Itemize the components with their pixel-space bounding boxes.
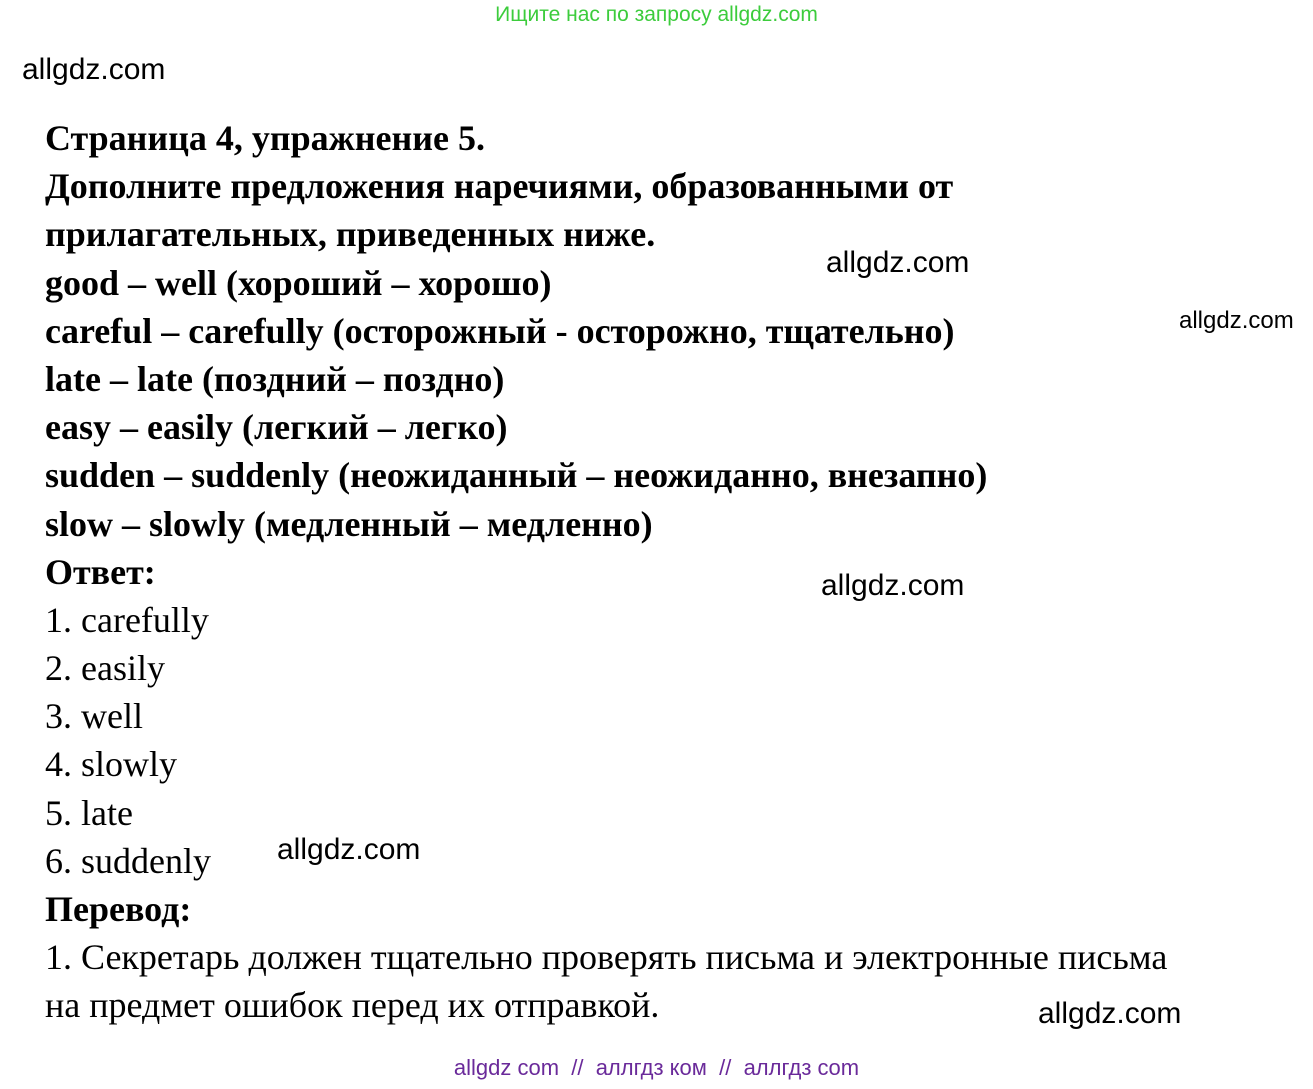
watermark: allgdz.com — [1179, 307, 1294, 334]
exercise-title: Страница 4, упражнение 5. — [45, 118, 485, 158]
instruction-line: Дополните предложения наречиями, образованными от — [45, 166, 954, 207]
instruction-line: прилагательных, приведенных ниже. — [45, 214, 656, 255]
watermark: allgdz.com — [277, 833, 421, 866]
answer-item: 2. easily — [45, 648, 165, 689]
answer-item: 4. slowly — [45, 744, 178, 785]
translation-line: на предмет ошибок перед их отправкой. — [45, 985, 660, 1026]
translation-line: 1. Секретарь должен тщательно проверять письма и электронные письма — [45, 937, 1168, 978]
word-pair: slow – slowly (медленный – медленно) — [45, 503, 653, 544]
watermark: allgdz.com — [826, 246, 970, 279]
word-pair: late – late (поздний – поздно) — [45, 358, 505, 399]
word-pair: careful – carefully (осторожный - осторожно, тщательно) — [45, 310, 955, 351]
answer-item: 5. late — [45, 792, 133, 833]
word-pair: easy – easily (легкий – легко) — [45, 407, 508, 448]
footer-links: allgdz com // аллгдз ком // аллгдз com — [453, 1055, 860, 1080]
watermark: allgdz.com — [22, 53, 166, 86]
answer-label: Ответ: — [45, 551, 156, 592]
exercise-content — [45, 114, 1295, 1030]
search-banner: Ищите нас по запросу allgdz.com — [495, 3, 818, 26]
word-pair: good – well (хороший – хорошо) — [45, 262, 552, 303]
answer-item: 3. well — [45, 696, 143, 737]
watermark: allgdz.com — [821, 569, 965, 602]
translation-label: Перевод: — [45, 889, 192, 929]
watermark: allgdz.com — [1038, 997, 1182, 1030]
word-pair: sudden – suddenly (неожиданный – неожиданно, внезапно) — [45, 455, 988, 496]
answer-item: 6. suddenly — [45, 840, 211, 881]
answer-item: 1. carefully — [45, 599, 209, 640]
